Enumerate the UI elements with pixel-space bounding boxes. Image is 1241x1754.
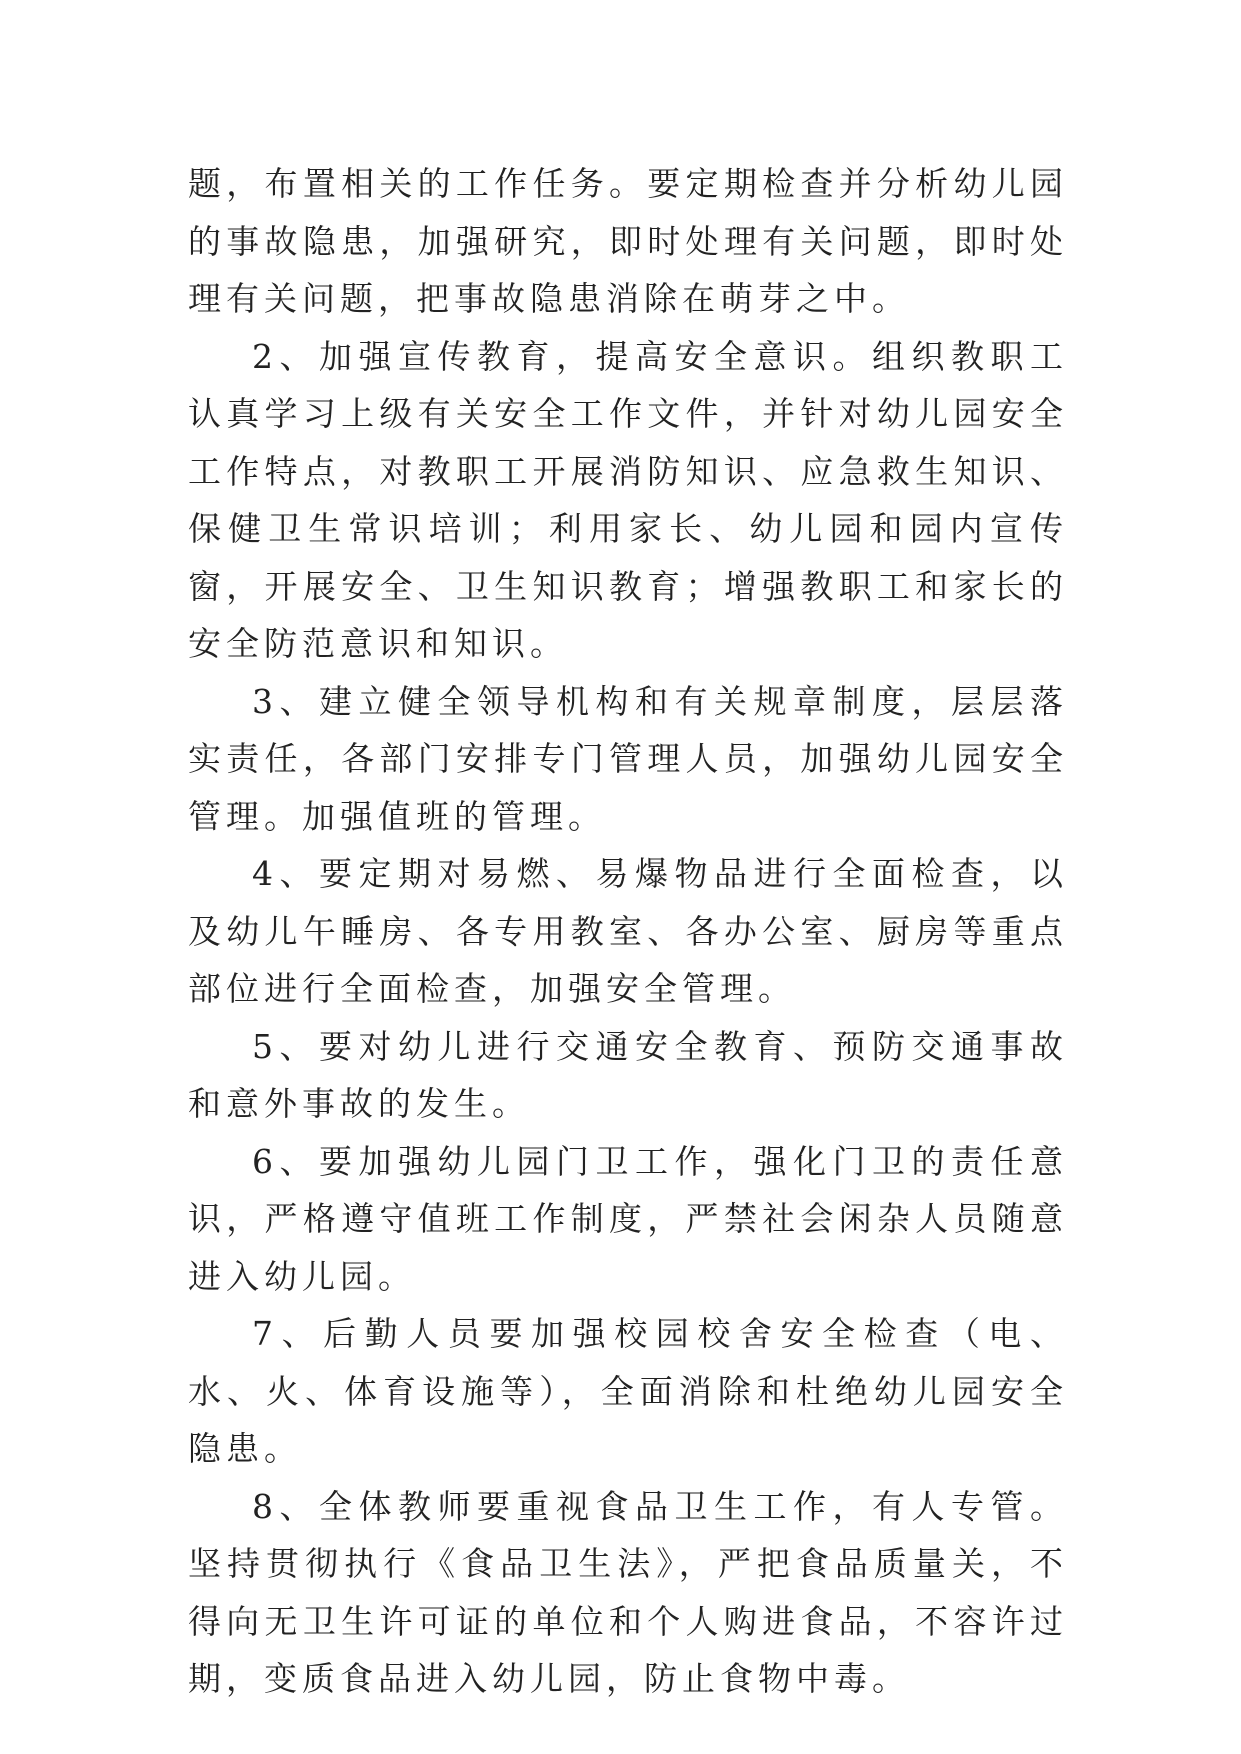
paragraph-continued: 题，布置相关的工作任务。要定期检查并分析幼儿园的事故隐患，加强研究，即时处理有关问题，即时处理有关问题，把事故隐患消除在萌芽之中。 — [188, 164, 1068, 318]
paragraph-item-2: 2、加强宣传教育，提高安全意识。组织教职工认真学习上级有关安全工作文件，并针对幼儿园安全工作特点，对教职工开展消防知识、应急救生知识、保健卫生常识培训；利用家长、幼儿园和园内宣传窗，开展安全、卫生知识教育；增强教职工和家长的安全防范意识和知识。 — [188, 336, 1068, 663]
paragraph-item-7: 7、后勤人员要加强校园校舍安全检查（电、水、火、体育设施等），全面消除和杜绝幼儿园安全隐患。 — [188, 1314, 1068, 1468]
paragraph-item-4: 4、要定期对易燃、易爆物品进行全面检查，以及幼儿午睡房、各专用教室、各办公室、厨房等重点部位进行全面检查，加强安全管理。 — [188, 854, 1068, 1008]
paragraph-item-3: 3、建立健全领导机构和有关规章制度，层层落实责任，各部门安排专门管理人员，加强幼儿园安全管理。加强值班的管理。 — [188, 681, 1068, 836]
paragraph-item-6: 6、要加强幼儿园门卫工作，强化门卫的责任意识，严格遵守值班工作制度，严禁社会闲杂人员随意进入幼儿园。 — [188, 1141, 1068, 1296]
paragraph-item-8: 8、全体教师要重视食品卫生工作，有人专管。坚持贯彻执行《食品卫生法》，严把食品质量关，不得向无卫生许可证的单位和个人购进食品，不容许过期，变质食品进入幼儿园，防止食物中毒。 — [188, 1486, 1068, 1698]
document-body — [188, 155, 1068, 1708]
paragraph-item-5: 5、要对幼儿进行交通安全教育、预防交通事故和意外事故的发生。 — [188, 1026, 1068, 1123]
